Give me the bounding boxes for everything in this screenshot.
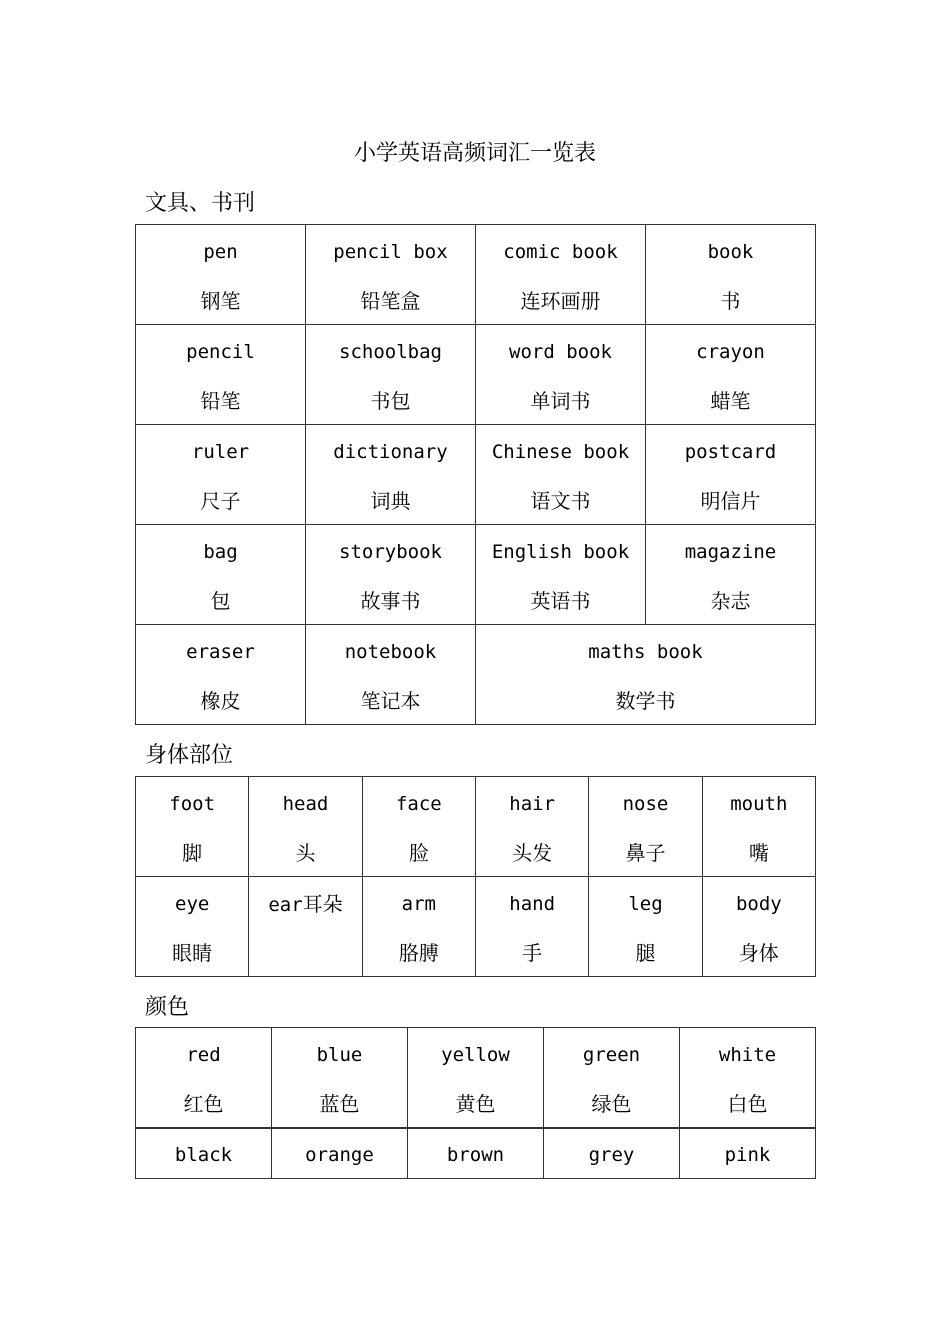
vocab-cell [646, 525, 816, 625]
vocab-cell [306, 325, 476, 425]
vocab-cell [408, 1028, 544, 1128]
english-word: maths book [588, 641, 703, 663]
english-word: grey [588, 1144, 635, 1166]
vocab-cell [136, 325, 306, 425]
vocab-cell [136, 525, 306, 625]
english-word: blue [316, 1044, 363, 1066]
stationery-table [135, 224, 816, 725]
vocab-cell [306, 225, 476, 325]
colors-table [135, 1027, 816, 1128]
table-row [136, 877, 816, 977]
vocab-cell [544, 1129, 680, 1179]
vocab-cell [136, 777, 249, 877]
vocab-cell [249, 877, 362, 977]
chinese-meaning: 铅笔盒 [360, 289, 421, 313]
vocab-cell [646, 225, 816, 325]
vocab-cell [136, 1028, 272, 1128]
english-word: pen [203, 241, 238, 263]
vocab-cell [408, 1129, 544, 1179]
english-word: green [582, 1044, 641, 1066]
chinese-meaning: 腿 [635, 941, 656, 965]
english-word: ruler [191, 441, 250, 463]
english-word: storybook [339, 541, 442, 563]
vocab-cell [475, 877, 588, 977]
english-word: postcard [684, 441, 777, 463]
english-word: nose [622, 793, 669, 815]
chinese-meaning: 脸 [408, 841, 429, 865]
english-word: magazine [684, 541, 777, 563]
vocab-cell [646, 325, 816, 425]
chinese-meaning: 嘴 [748, 841, 769, 865]
english-word: hand [509, 893, 556, 915]
vocab-cell [702, 877, 815, 977]
chinese-meaning: 铅笔 [200, 389, 241, 413]
vocab-cell [680, 1028, 816, 1128]
english-word: body [735, 893, 782, 915]
vocab-cell [544, 1028, 680, 1128]
english-word: crayon [696, 341, 765, 363]
chinese-meaning: 钢笔 [200, 289, 241, 313]
english-word: English book [491, 541, 630, 563]
chinese-meaning: 数学书 [615, 689, 676, 713]
english-word: pencil [186, 341, 255, 363]
chinese-meaning: 绿色 [591, 1092, 632, 1116]
section-heading-body: 身体部位 [145, 743, 234, 768]
vocab-cell [272, 1028, 408, 1128]
chinese-meaning: 头发 [512, 841, 553, 865]
body-parts-table [135, 776, 816, 977]
english-word: mouth [730, 793, 788, 815]
vocab-cell [589, 777, 702, 877]
table-row [136, 1129, 816, 1179]
table-row [136, 625, 816, 725]
english-word: word book [509, 341, 612, 363]
chinese-meaning: 脚 [182, 841, 203, 865]
vocab-cell [136, 425, 306, 525]
vocab-cell [680, 1129, 816, 1179]
table-row [136, 525, 816, 625]
chinese-meaning: 明信片 [700, 489, 761, 513]
table-row [136, 325, 816, 425]
vocab-cell [476, 225, 646, 325]
chinese-meaning: 黄色 [455, 1092, 496, 1116]
english-word: head [282, 793, 329, 815]
chinese-meaning: 故事书 [360, 589, 421, 613]
vocab-cell [702, 777, 815, 877]
vocab-cell [476, 425, 646, 525]
table-row [136, 425, 816, 525]
chinese-meaning: 单词书 [530, 389, 591, 413]
english-word: leg [628, 893, 663, 915]
english-word: schoolbag [339, 341, 442, 363]
chinese-meaning: 身体 [738, 941, 779, 965]
table-row [136, 777, 816, 877]
vocab-cell [306, 425, 476, 525]
chinese-meaning: 笔记本 [360, 689, 421, 713]
english-word: foot [169, 793, 216, 815]
chinese-meaning: 词典 [370, 489, 411, 513]
chinese-meaning: 耳朵 [302, 892, 343, 916]
chinese-meaning: 白色 [727, 1092, 768, 1116]
vocab-cell [249, 777, 362, 877]
chinese-meaning: 蜡笔 [710, 389, 751, 413]
english-word: red [186, 1044, 221, 1066]
page-title: 小学英语高频词汇一览表 [353, 141, 596, 166]
chinese-meaning: 语文书 [530, 489, 591, 513]
vocab-cell [362, 777, 475, 877]
english-word: comic book [503, 241, 618, 263]
section-heading-stationery: 文具、书刊 [145, 191, 256, 216]
english-word: book [707, 241, 754, 263]
chinese-meaning: 尺子 [200, 489, 241, 513]
chinese-meaning: 英语书 [530, 589, 591, 613]
chinese-meaning: 胳膊 [398, 941, 439, 965]
vocab-cell [272, 1129, 408, 1179]
english-word: pencil box [333, 241, 448, 263]
chinese-meaning: 红色 [183, 1092, 224, 1116]
english-word: pink [724, 1144, 771, 1166]
vocab-cell [136, 225, 306, 325]
chinese-meaning: 头 [295, 841, 316, 865]
english-word: brown [446, 1144, 505, 1166]
vocab-cell [476, 525, 646, 625]
vocab-cell [589, 877, 702, 977]
vocab-cell [136, 1129, 272, 1179]
vocab-cell [646, 425, 816, 525]
chinese-meaning: 手 [522, 941, 543, 965]
chinese-meaning: 书包 [370, 389, 411, 413]
english-word: orange [305, 1144, 374, 1166]
english-word: ear [268, 894, 303, 916]
chinese-meaning: 书 [720, 289, 741, 313]
chinese-meaning: 杂志 [710, 589, 751, 613]
vocab-cell [306, 625, 476, 725]
english-word: eye [175, 893, 210, 915]
table-row [136, 225, 816, 325]
english-word: eraser [186, 641, 255, 663]
colors-table-continued [135, 1128, 816, 1179]
chinese-meaning: 连环画册 [520, 289, 601, 313]
english-word: arm [401, 893, 436, 915]
section-heading-colors: 颜色 [145, 995, 190, 1020]
chinese-meaning: 包 [210, 589, 231, 613]
english-word: black [174, 1144, 233, 1166]
chinese-meaning: 橡皮 [200, 689, 241, 713]
english-word: white [718, 1044, 777, 1066]
vocab-cell [476, 325, 646, 425]
english-word: yellow [441, 1044, 510, 1066]
vocab-cell [306, 525, 476, 625]
table-row [136, 1028, 816, 1128]
chinese-meaning: 鼻子 [625, 841, 666, 865]
vocab-cell [362, 877, 475, 977]
vocab-cell [476, 625, 816, 725]
english-word: hair [509, 793, 556, 815]
chinese-meaning: 蓝色 [319, 1092, 360, 1116]
vocab-cell [136, 877, 249, 977]
english-word: dictionary [333, 441, 448, 463]
english-word: Chinese book [491, 441, 630, 463]
vocab-cell [475, 777, 588, 877]
chinese-meaning: 眼睛 [172, 941, 213, 965]
english-word: bag [203, 541, 238, 563]
english-word: face [395, 793, 442, 815]
english-word: notebook [344, 641, 437, 663]
vocab-cell [136, 625, 306, 725]
